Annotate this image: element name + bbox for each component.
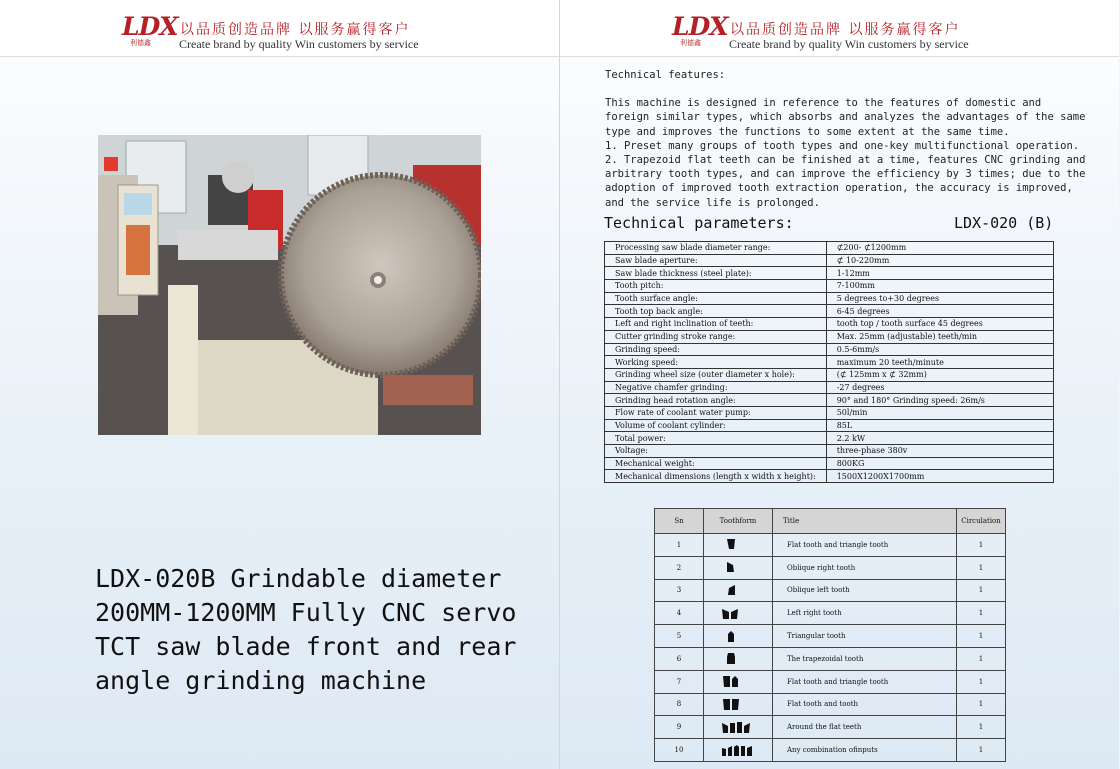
table-row (655, 670, 1006, 693)
slogan-english: Create brand by quality Win customers by service (729, 37, 969, 51)
technical-features (605, 68, 1091, 210)
param-value: 5 degrees to+30 degrees (826, 292, 1053, 305)
table-row (655, 556, 1006, 579)
tooth-title: Oblique right tooth (773, 556, 957, 579)
circulation-value: 1 (957, 670, 1006, 693)
tooth-title: Oblique left tooth (773, 579, 957, 602)
tooth-title: The trapezoidal tooth (773, 647, 957, 670)
feature-point: 1. Preset many groups of tooth types and one-key multifunctional operation. (605, 139, 1080, 152)
param-value: 1-12mm (826, 267, 1053, 280)
table-row (655, 625, 1006, 648)
slogan-chinese: 以品质创造品牌 以服务赢得客户 (730, 22, 961, 38)
slogan-english: Create brand by quality Win customers by service (179, 37, 419, 51)
param-row (605, 343, 1054, 356)
tooth-title: Flat tooth and triangle tooth (773, 534, 957, 557)
title-line: LDX-020B Grindable diameter (95, 564, 502, 593)
trapezoidal-tooth-icon (704, 647, 773, 670)
circulation-value: 1 (957, 556, 1006, 579)
param-label: Grinding speed: (605, 343, 827, 356)
param-row (605, 292, 1054, 305)
tooth-title: Flat tooth and tooth (773, 693, 957, 716)
param-value: 6-45 degrees (826, 305, 1053, 318)
param-row (605, 432, 1054, 445)
flat-tooth-icon (704, 534, 773, 557)
param-label: Negative chamfer grinding: (605, 381, 827, 394)
param-row (605, 457, 1054, 470)
param-row (605, 470, 1054, 483)
oblique-right-tooth-icon (704, 556, 773, 579)
logo-sub: 利德鑫 (680, 39, 701, 47)
param-value: -27 degrees (826, 381, 1053, 394)
param-row (605, 394, 1054, 407)
param-row (605, 280, 1054, 293)
param-value: three-phase 380v (826, 445, 1053, 458)
oblique-left-tooth-icon (704, 579, 773, 602)
row-number: 6 (655, 647, 704, 670)
row-number: 8 (655, 693, 704, 716)
row-number: 7 (655, 670, 704, 693)
param-value: 800KG (826, 457, 1053, 470)
param-label: Processing saw blade diameter range: (605, 242, 827, 255)
circulation-value: 1 (957, 579, 1006, 602)
param-label: Tooth surface angle: (605, 292, 827, 305)
column-header: Title (773, 509, 957, 534)
column-header: Circulation (957, 509, 1006, 534)
param-value: (⊄ 125mm x ⊄ 32mm) (826, 368, 1053, 381)
features-heading: Technical features: (605, 69, 726, 81)
circulation-value: 1 (957, 739, 1006, 762)
left-right-tooth-icon (704, 602, 773, 625)
param-row (605, 368, 1054, 381)
title-line: 200MM-1200MM Fully CNC servo (95, 598, 517, 627)
around-flat-teeth-icon (704, 716, 773, 739)
logo-sub: 利德鑫 (130, 39, 151, 47)
param-label: Saw blade aperture: (605, 254, 827, 267)
tooth-form-table (654, 508, 1006, 762)
title-line: TCT saw blade front and rear (95, 632, 517, 661)
table-row (655, 739, 1006, 762)
header-band (0, 0, 559, 57)
flat-and-tooth-icon (704, 693, 773, 716)
slogan-chinese: 以品质创造品牌 以服务赢得客户 (180, 22, 411, 38)
param-value: Max. 25mm (adjustable) teeth/min (826, 330, 1053, 343)
param-label: Saw blade thickness (steel plate): (605, 267, 827, 280)
circulation-value: 1 (957, 693, 1006, 716)
param-value: 50l/min (826, 406, 1053, 419)
table-row (655, 647, 1006, 670)
title-line: angle grinding machine (95, 666, 427, 695)
param-label: Grinding wheel size (outer diameter x hole): (605, 368, 827, 381)
param-label: Cutter grinding stroke range: (605, 330, 827, 343)
ldx-logo (670, 12, 728, 52)
machine-photo (98, 135, 481, 435)
param-row (605, 419, 1054, 432)
row-number: 3 (655, 579, 704, 602)
tooth-title: Triangular tooth (773, 625, 957, 648)
param-value: 90° and 180° Grinding speed: 26m/s (826, 394, 1053, 407)
param-label: Grinding head rotation angle: (605, 394, 827, 407)
params-table (604, 241, 1054, 483)
row-number: 9 (655, 716, 704, 739)
feature-point: 2. Trapezoid flat teeth can be finished at a time, features CNC grinding and arbitrary tooth types, and can improve the efficiency by 3 times; due to the adoption of improved tooth extraction operation, the accuracy is improved, and the service life is prolonged. (605, 154, 1086, 209)
param-row (605, 330, 1054, 343)
table-row (655, 534, 1006, 557)
param-label: Left and right inclination of teeth: (605, 318, 827, 331)
param-value: 0.5-6mm/s (826, 343, 1053, 356)
param-value: 2.2 kW (826, 432, 1053, 445)
param-row (605, 406, 1054, 419)
logo-text: LDX (672, 12, 728, 41)
table-row (655, 716, 1006, 739)
row-number: 5 (655, 625, 704, 648)
row-number: 4 (655, 602, 704, 625)
row-number: 10 (655, 739, 704, 762)
param-label: Mechanical dimensions (length x width x height): (605, 470, 827, 483)
ldx-logo (120, 12, 178, 52)
circulation-value: 1 (957, 602, 1006, 625)
model-number: LDX-020 (B) (954, 214, 1054, 232)
param-row (605, 305, 1054, 318)
circulation-value: 1 (957, 716, 1006, 739)
param-row (605, 267, 1054, 280)
param-label: Flow rate of coolant water pump: (605, 406, 827, 419)
param-row (605, 318, 1054, 331)
column-header: Toothform (704, 509, 773, 534)
circulation-value: 1 (957, 625, 1006, 648)
row-number: 1 (655, 534, 704, 557)
param-value: 1500X1200X1700mm (826, 470, 1053, 483)
circulation-value: 1 (957, 534, 1006, 557)
param-label: Volume of coolant cylinder: (605, 419, 827, 432)
tooth-title: Around the flat teeth (773, 716, 957, 739)
circulation-value: 1 (957, 647, 1006, 670)
param-label: Working speed: (605, 356, 827, 369)
column-header: Sn (655, 509, 704, 534)
triangular-tooth-icon (704, 625, 773, 648)
tooth-title: Flat tooth and triangle tooth (773, 670, 957, 693)
header-band (560, 0, 1119, 57)
param-value: tooth top / tooth surface 45 degrees (826, 318, 1053, 331)
param-label: Mechanical weight: (605, 457, 827, 470)
any-combination-icon (704, 739, 773, 762)
param-row (605, 242, 1054, 255)
param-row (605, 381, 1054, 394)
param-label: Total power: (605, 432, 827, 445)
param-value: ⊄200- ⊄1200mm (826, 242, 1053, 255)
row-number: 2 (655, 556, 704, 579)
param-value: maximum 20 teeth/minute (826, 356, 1053, 369)
params-heading: Technical parameters: (604, 214, 794, 232)
table-row (655, 693, 1006, 716)
param-row (605, 445, 1054, 458)
flat-triangle-tooth-icon (704, 670, 773, 693)
tooth-title: Left right tooth (773, 602, 957, 625)
param-value: ⊄ 10-220mm (826, 254, 1053, 267)
table-row (655, 579, 1006, 602)
param-label: Tooth pitch: (605, 280, 827, 293)
product-title (95, 562, 555, 698)
logo-text: LDX (122, 12, 178, 41)
tooth-title: Any combination ofinputs (773, 739, 957, 762)
param-row (605, 356, 1054, 369)
param-label: Tooth top back angle: (605, 305, 827, 318)
table-row (655, 602, 1006, 625)
param-label: Voltage: (605, 445, 827, 458)
param-value: 85L (826, 419, 1053, 432)
param-value: 7-100mm (826, 280, 1053, 293)
param-row (605, 254, 1054, 267)
features-intro: This machine is designed in reference to the features of domestic and foreign similar types, which absorbs and analyzes the advantages of the same type and improves the functions to some extent at the same time. (605, 97, 1086, 138)
